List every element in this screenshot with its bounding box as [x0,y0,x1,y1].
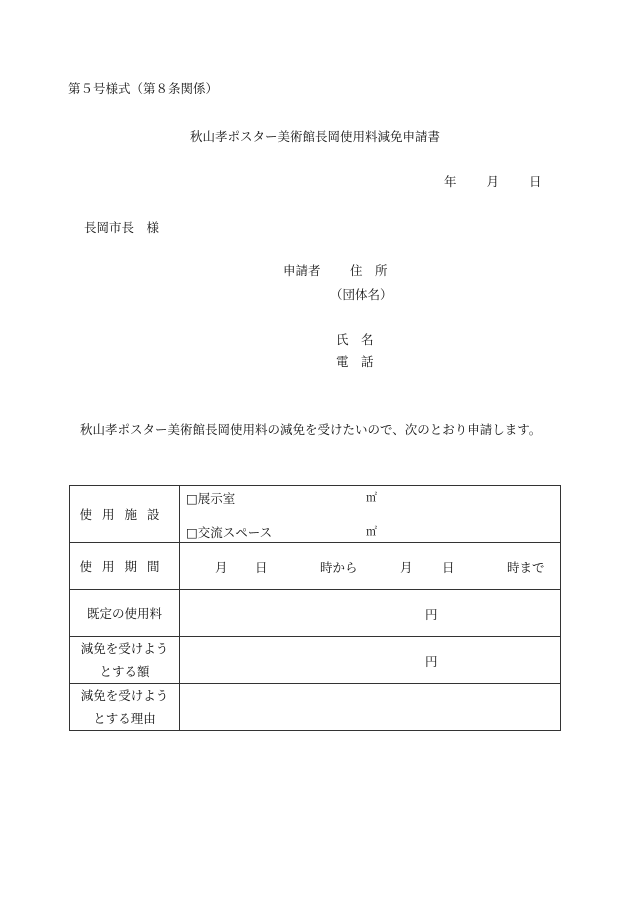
facility-row [70,486,561,543]
reduction-amount-label-line: とする額 [99,664,150,679]
area-unit: ㎡ [366,491,377,504]
area-unit: ㎡ [366,525,377,538]
reduction-reason-field[interactable] [180,684,561,731]
yen-unit: 円 [425,654,438,669]
reduction-reason-label [70,684,180,731]
reduction-amount-label-line: 減免を受けよう [80,641,169,656]
reduction-amount-field[interactable] [180,637,561,684]
period-start-day-label: 日 [255,560,268,575]
period-field[interactable] [180,543,561,590]
facility-option-label: □交流スペース [186,525,273,540]
date-day-label: 日 [529,174,542,189]
period-start-month-label: 月 [215,560,228,575]
date-month-label: 月 [486,174,500,189]
applicant-label: 申請者 [283,263,321,278]
form-number: 第５号様式（第８条関係） [68,81,219,96]
address-label: 住 所 [350,263,388,278]
name-label: 氏 名 [336,332,374,347]
reduction-reason-label-line: 減免を受けよう [80,688,169,703]
facility-option-exhibition-room[interactable] [186,489,377,507]
date-year-label: 年 [444,174,457,189]
fee-label: 既定の使用料 [70,590,180,637]
date-line [444,174,542,190]
fee-row [70,590,561,637]
facility-option-label: □展示室 [186,491,236,506]
reduction-reason-label-line: とする理由 [93,711,156,726]
facility-options [180,486,561,543]
period-row [70,543,561,590]
facility-label: 使用施設 [70,486,180,543]
reduction-amount-label [70,637,180,684]
facility-option-exchange-space[interactable] [186,523,377,541]
reduction-amount-row [70,637,561,684]
period-start-hour-label: 時から [320,560,358,575]
phone-label: 電 話 [336,354,374,369]
group-name-label: （団体名） [330,287,393,302]
addressee: 長岡市長 様 [84,220,160,235]
fee-field[interactable] [180,590,561,637]
period-label: 使用期間 [70,543,180,590]
period-end-day-label: 日 [442,560,455,575]
period-end-hour-label: 時まで [507,560,545,575]
reduction-reason-row [70,684,561,731]
application-table [69,485,561,731]
document-title: 秋山孝ポスター美術館長岡使用料減免申請書 [189,129,440,144]
period-end-month-label: 月 [400,560,413,575]
yen-unit: 円 [425,607,438,622]
application-statement: 秋山孝ポスター美術館長岡使用料の減免を受けたいので、次のとおり申請します。 [80,422,542,437]
